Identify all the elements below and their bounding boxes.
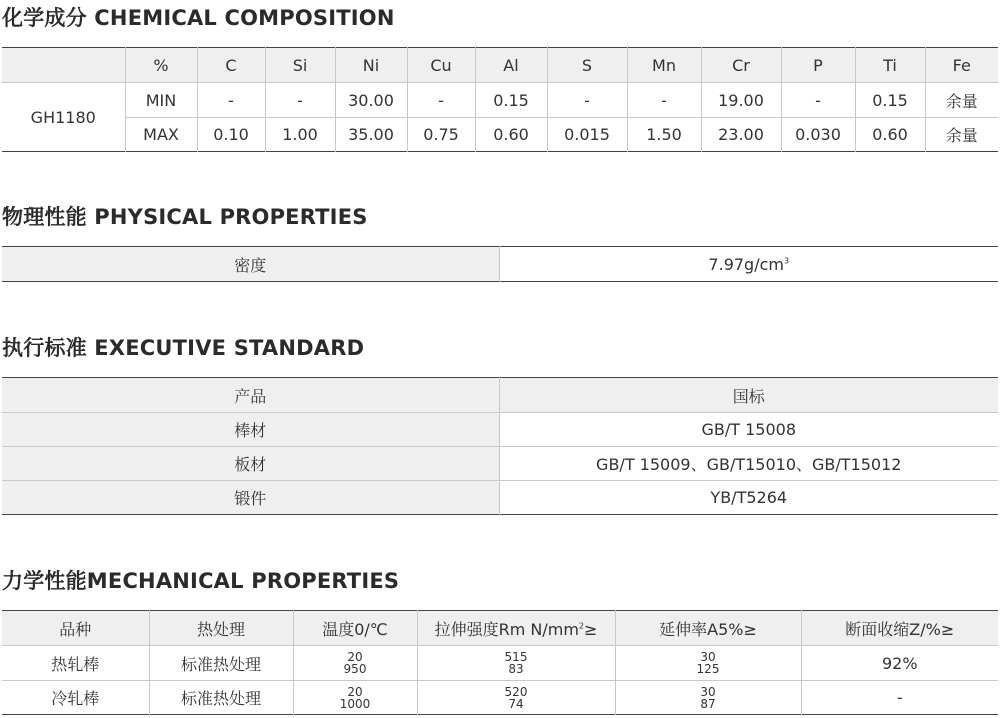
value-cell: - <box>265 83 335 118</box>
standard-code-cell: GB/T 15009、GB/T15010、GB/T15012 <box>499 447 998 481</box>
product-cell: 锻件 <box>2 481 499 515</box>
mechanical-row <box>2 681 998 715</box>
value-cell: 35.00 <box>335 118 407 152</box>
reduction-cell: 92% <box>801 646 998 681</box>
value-cell: 0.75 <box>407 118 475 152</box>
executive-standard-table <box>2 377 998 515</box>
value-cell: - <box>547 83 627 118</box>
standard-header-cell: 国标 <box>499 378 998 413</box>
chemical-max-row <box>2 118 998 152</box>
chemical-header-cell: Fe <box>925 48 998 83</box>
row-label-cell: MAX <box>125 118 197 152</box>
value-cell: 1.50 <box>627 118 701 152</box>
value-cell: 0.60 <box>475 118 547 152</box>
chemical-header-row <box>2 48 998 83</box>
standard-row <box>2 481 998 515</box>
treatment-cell: 标准热处理 <box>149 646 293 681</box>
mechanical-header-cell: 断面收缩Z/%≥ <box>801 611 998 646</box>
value-cell: 0.15 <box>855 83 925 118</box>
elongation-cell: 30 125 <box>615 646 801 681</box>
chemical-header-cell: Al <box>475 48 547 83</box>
standard-code-cell: GB/T 15008 <box>499 413 998 447</box>
value-cell: 余量 <box>925 83 998 118</box>
chemical-header-cell: S <box>547 48 627 83</box>
mechanical-section-title: 力学性能MECHANICAL PROPERTIES <box>2 569 400 593</box>
value-cell: 0.10 <box>197 118 265 152</box>
value-cell: 0.015 <box>547 118 627 152</box>
density-value-cell: $7.97g/cm^3$ <box>499 247 998 282</box>
chemical-header-cell: % <box>125 48 197 83</box>
value-cell: 1.00 <box>265 118 335 152</box>
reduction-cell: - <box>801 681 998 715</box>
tensile-cell: 515 83 <box>417 646 615 681</box>
standard-code-cell: YB/T5264 <box>499 481 998 515</box>
chemical-header-cell: C <box>197 48 265 83</box>
grade-cell: GH1180 <box>30 107 96 127</box>
value-cell: - <box>407 83 475 118</box>
chemical-header-cell: Cr <box>701 48 781 83</box>
chemical-composition-table <box>2 47 998 152</box>
value-cell: 0.030 <box>781 118 855 152</box>
value-cell: 0.60 <box>855 118 925 152</box>
density-label-cell: 密度 <box>234 255 267 275</box>
product-cell: 冷轧棒 <box>51 689 100 708</box>
product-cell: 热轧棒 <box>2 646 149 681</box>
tensile-cell: 520 74 <box>417 681 615 715</box>
temperature-cell: 20 950 <box>293 646 417 681</box>
standard-row <box>2 413 998 447</box>
treatment-cell: 标准热处理 <box>149 681 293 715</box>
chemical-header-cell: Si <box>265 48 335 83</box>
value-cell: - <box>627 83 701 118</box>
chemical-min-row <box>2 83 998 118</box>
chemical-header-cell: Mn <box>627 48 701 83</box>
chemical-header-cell: Cu <box>407 48 475 83</box>
value-cell: - <box>781 83 855 118</box>
mechanical-properties-table <box>2 610 998 715</box>
value-cell: 0.15 <box>475 83 547 118</box>
chemical-header-cell: Ni <box>335 48 407 83</box>
mechanical-header-cell: 品种 <box>2 611 149 646</box>
mechanical-header-row <box>2 611 998 646</box>
product-cell: 板材 <box>2 447 499 481</box>
chemical-section-title: 化学成分 CHEMICAL COMPOSITION <box>2 6 395 30</box>
value-cell: 19.00 <box>701 83 781 118</box>
density-row <box>2 247 998 282</box>
chemical-header-cell: Ti <box>855 48 925 83</box>
mechanical-header-cell: 延伸率A5%≥ <box>615 611 801 646</box>
row-label-cell: MIN <box>125 83 197 118</box>
value-cell: - <box>197 83 265 118</box>
standard-section-title: 执行标准 EXECUTIVE STANDARD <box>2 336 365 360</box>
mechanical-row <box>2 646 998 681</box>
temperature-cell: 20 1000 <box>293 681 417 715</box>
standard-header-cell: 产品 <box>2 378 499 413</box>
product-cell: 棒材 <box>2 413 499 447</box>
standard-header-row <box>2 378 998 413</box>
mechanical-header-cell: 温度0/℃ <box>293 611 417 646</box>
mechanical-header-cell: 热处理 <box>149 611 293 646</box>
value-cell: 23.00 <box>701 118 781 152</box>
mechanical-header-cell: 拉伸强度Rm $N/mm^2\ge$ <box>417 611 615 646</box>
physical-section-title: 物理性能 PHYSICAL PROPERTIES <box>2 205 368 229</box>
chemical-header-grade-cell <box>2 48 125 83</box>
physical-properties-table <box>2 246 998 282</box>
standard-row <box>2 447 998 481</box>
value-cell: 余量 <box>925 118 998 152</box>
elongation-cell: 30 87 <box>615 681 801 715</box>
value-cell: 30.00 <box>335 83 407 118</box>
chemical-header-cell: P <box>781 48 855 83</box>
